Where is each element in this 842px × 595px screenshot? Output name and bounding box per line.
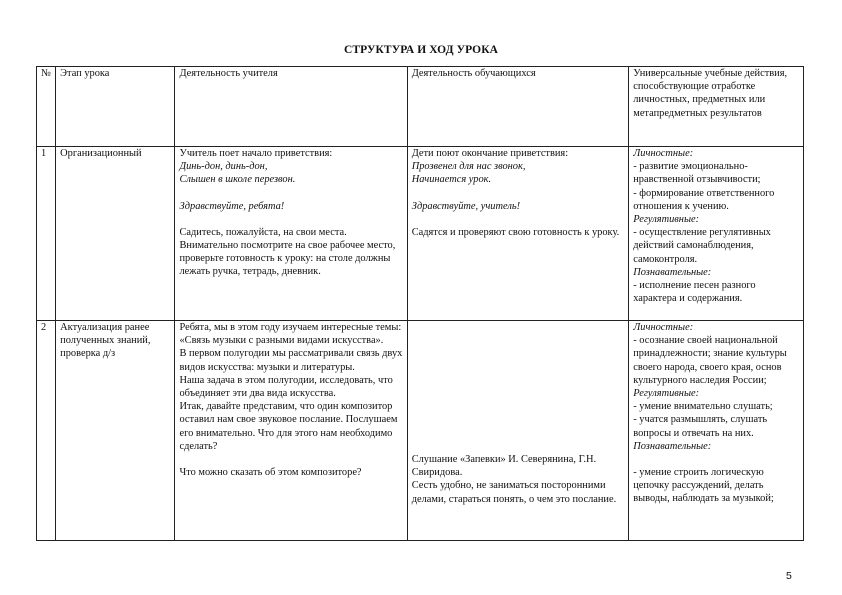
teacher-paragraph: Что можно сказать об этом композиторе? [179,467,362,479]
students-song-line-1: Прозвенел для нас звонок, [411,161,526,173]
table-header-row [37,67,804,147]
header-teacher: Деятельность учителя [175,67,407,147]
uud-cell [629,147,804,321]
uud-cognitive-item: - исполнение песен разного характера и содержания. [633,280,756,305]
uud-cell [629,321,804,541]
students-song-line-2: Начинается урок. [411,174,492,186]
uud-regulative-title: Регулятивные: [633,388,700,400]
uud-personal-title: Личностные: [633,148,694,159]
uud-personal-item: - осознание своей национальной принадлежности; знание культуры своего народа, своего края, основ культурного наследия России; [633,335,787,386]
teacher-instruction: Садитесь, пожалуйста, на свои места. Внимательно посмотрите на свое рабочее место, проверьте готовность к уроку: на столе должны лежать ручка, тетрадь, дневник. [179,226,396,278]
students-cell [407,321,629,541]
header-stage: Этап урока [56,67,175,147]
teacher-greeting: Здравствуйте, ребята! [179,200,285,212]
students-action: Садятся и проверяют свою готовность к уроку. [411,226,620,238]
teacher-paragraph: Итак, давайте представим, что один композитор оставил нам свое звуковое послание. Послушаем его внимательно. Что для этого нам необходимо сделать? [179,401,398,452]
stage-cell: Актуализация ранее полученных знаний, проверка д/з [56,321,175,541]
page-number: 5 [786,570,792,582]
uud-cognitive-item: - умение строить логическую цепочку рассуждений, делать выводы, наблюдать за музыкой; [633,467,774,505]
uud-regulative-item: - умение внимательно слушать; [633,401,773,413]
row-number: 1 [37,147,56,321]
lesson-structure-table [36,66,804,541]
header-num: № [37,67,56,147]
uud-personal-item: - формирование ответственного отношения к учению. [633,187,775,212]
uud-cognitive-title: Познавательные: [633,266,712,278]
uud-regulative-title: Регулятивные: [633,214,700,226]
uud-personal-title: Личностные: [633,322,694,333]
students-cell [407,147,629,321]
table-row [37,321,804,541]
page-title: СТРУКТУРА И ХОД УРОКА [343,44,499,56]
teacher-intro: Учитель поет начало приветствия: [179,148,333,159]
teacher-cell [175,321,407,541]
teacher-song-line-2: Слышен в школе перезвон. [179,174,296,186]
header-uud: Универсальные учебные действия, способствующие отработке личностных, предметных или метапредметных результатов [629,67,804,147]
students-intro: Дети поют окончание приветствия: [411,148,569,159]
row-number: 2 [37,321,56,541]
students-paragraph: Слушание «Запевки» И. Северянина, Г.Н. Свиридова. [411,454,597,479]
stage-cell: Организационный [56,147,175,321]
students-greeting: Здравствуйте, учитель! [411,200,521,212]
teacher-paragraph: Наша задача в этом полугодии, исследовать, что объединяет эти два вида искусства. [179,374,393,400]
uud-cognitive-title: Познавательные: [633,440,712,452]
teacher-paragraph: Ребята, мы в этом году изучаем интересные темы: «Связь музыки с разными видами искусства». [179,322,402,347]
uud-regulative-item: - осуществление регулятивных действий самонаблюдения, самоконтроля. [633,227,771,265]
header-students: Деятельность обучающихся [407,67,629,147]
table-row [37,147,804,321]
teacher-song-line-1: Динь-дон, динь-дон, [179,161,268,173]
uud-personal-item: - развитие эмоционально-нравственной отзывчивости; [633,161,761,186]
teacher-paragraph: В первом полугодии мы рассматривали связь двух видов искусства: музыки и литературы. [179,348,403,373]
students-paragraph: Сесть удобно, не заниматься посторонними делами, стараться понять, о чем это послание. [411,480,617,505]
teacher-cell [175,147,407,321]
uud-regulative-item: - учатся размышлять, слушать вопросы и отвечать на них. [633,414,768,439]
